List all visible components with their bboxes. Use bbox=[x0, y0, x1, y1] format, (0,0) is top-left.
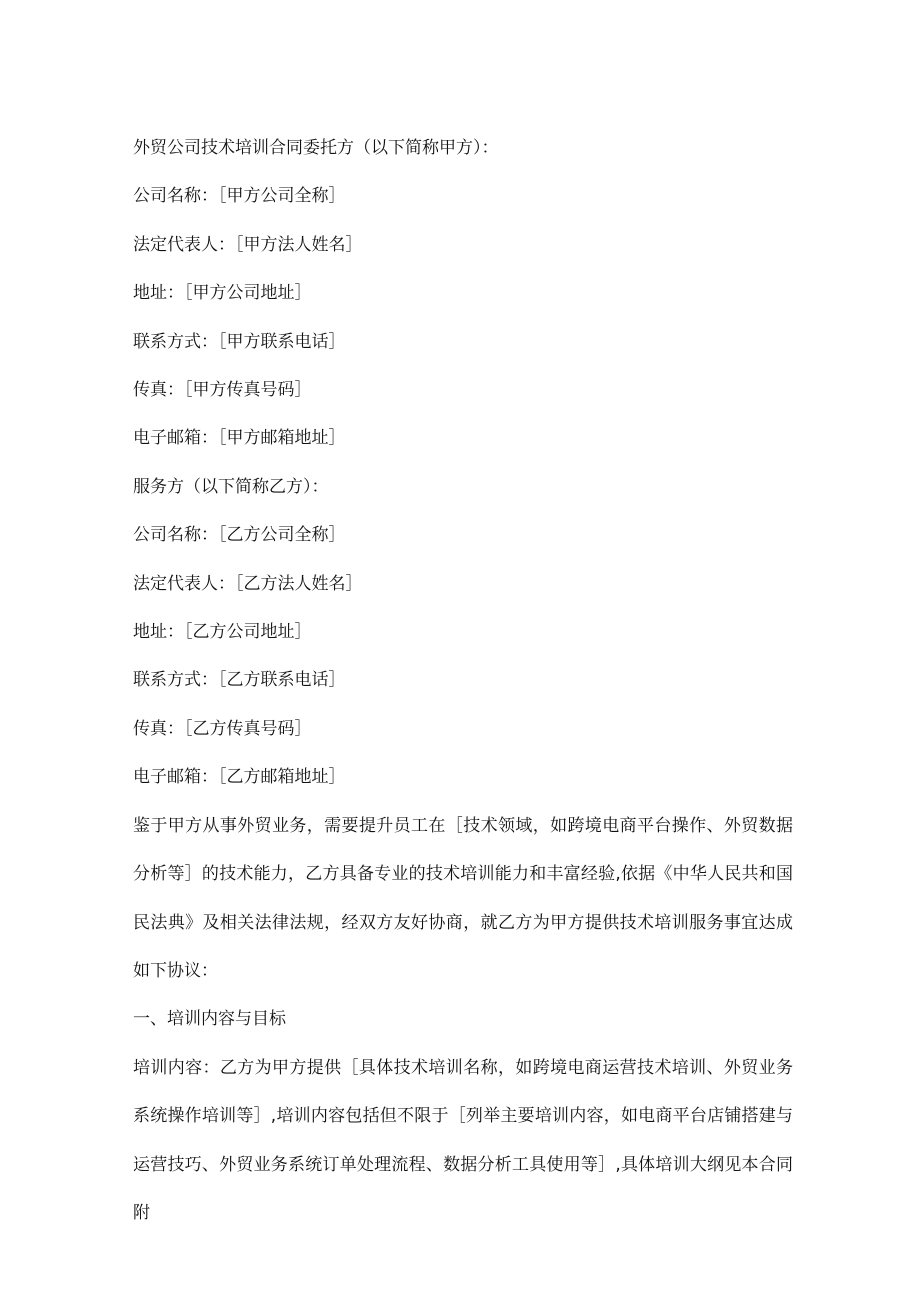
party-a-email: 电子邮箱：［甲方邮箱地址］ bbox=[133, 428, 346, 449]
party-b-email: 电子邮箱：［乙方邮箱地址］ bbox=[133, 767, 346, 788]
provider-heading: 服务方（以下简称乙方）： bbox=[133, 476, 329, 497]
party-b-contact: 联系方式：［乙方联系电话］ bbox=[133, 670, 346, 691]
party-b-fax: 传真：［乙方传真号码］ bbox=[133, 718, 312, 739]
party-b-address: 地址：［乙方公司地址］ bbox=[133, 622, 312, 643]
preamble-paragraph: 鉴于甲方从事外贸业务，需要提升员工在［技术领域，如跨境电商平台操作、外贸数据分析等］的技术能力，乙方具备专业的技术培训能力和丰富经验,依据《中华人民共和国民法典》及相关法律法规，经双方友好协商，就乙方为甲方提供技术培训服务事宜达成如下协议： bbox=[133, 815, 793, 981]
party-a-company: 公司名称：［甲方公司全称］ bbox=[133, 186, 346, 207]
section-1-heading: 一、培训内容与目标 bbox=[133, 1009, 286, 1030]
party-a-address: 地址：［甲方公司地址］ bbox=[133, 283, 312, 304]
party-b-company: 公司名称：［乙方公司全称］ bbox=[133, 525, 346, 546]
client-heading: 外贸公司技术培训合同委托方（以下简称甲方）： bbox=[133, 138, 499, 158]
party-b-representative: 法定代表人：［乙方法人姓名］ bbox=[133, 573, 363, 594]
party-a-contact: 联系方式：［甲方联系电话］ bbox=[133, 331, 346, 352]
section-1-content: 培训内容：乙方为甲方提供［具体技术培训名称，如跨境电商运营技术培训、外贸业务系统操作培训等］,培训内容包括但不限于［列举主要培训内容，如电商平台店铺搭建与运营技巧、外贸业务系统订单处理流程、数据分析工具使用等］,具体培训大纲见本合同附 bbox=[133, 1057, 793, 1223]
party-a-representative: 法定代表人：［甲方法人姓名］ bbox=[133, 234, 363, 255]
party-a-fax: 传真：［甲方传真号码］ bbox=[133, 380, 312, 401]
document-body bbox=[133, 124, 793, 1237]
